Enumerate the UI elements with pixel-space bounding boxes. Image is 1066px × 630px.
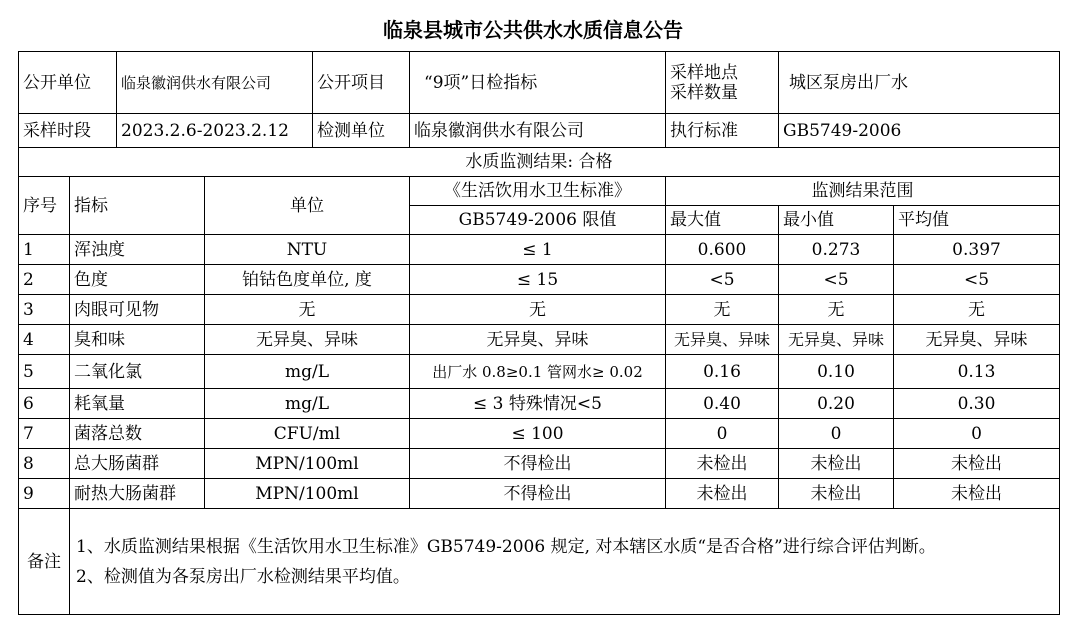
disclose-item-label: 公开项目 bbox=[313, 52, 410, 114]
cell-no: 8 bbox=[19, 449, 70, 479]
period-label: 采样时段 bbox=[19, 114, 117, 148]
period-value: 2023.2.6-2023.2.12 bbox=[117, 114, 313, 148]
cell-max: 0.600 bbox=[666, 235, 779, 265]
cell-no: 9 bbox=[19, 479, 70, 509]
cell-unit: NTU bbox=[205, 235, 410, 265]
col-unit-header: 单位 bbox=[205, 177, 410, 235]
remarks-line-1: 1、水质监测结果根据《生活饮用水卫生标准》GB5749-2006 规定, 对本辖区水质“是否合格”进行综合评估判断。 bbox=[76, 536, 936, 557]
cell-limit: 出厂水 0.8≥0.1 管网水≥ 0.02 bbox=[410, 355, 666, 389]
col-index-header: 指标 bbox=[70, 177, 205, 235]
remarks-line-2: 2、检测值为各泵房出厂水检测结果平均值。 bbox=[76, 566, 410, 587]
test-unit-label: 检测单位 bbox=[313, 114, 410, 148]
cell-index: 耗氧量 bbox=[70, 389, 205, 419]
cell-index: 二氧化氯 bbox=[70, 355, 205, 389]
cell-limit: ≤ 1 bbox=[410, 235, 666, 265]
cell-unit: MPN/100ml bbox=[205, 449, 410, 479]
cell-unit: CFU/ml bbox=[205, 419, 410, 449]
header-row-2 bbox=[19, 114, 1060, 148]
header-row-1 bbox=[19, 52, 1060, 114]
col-avg-header: 平均值 bbox=[894, 206, 1060, 235]
cell-no: 1 bbox=[19, 235, 70, 265]
sample-place-label-2: 采样数量 bbox=[670, 82, 738, 103]
cell-min: 0.10 bbox=[779, 355, 894, 389]
cell-min: 未检出 bbox=[779, 449, 894, 479]
cell-index: 总大肠菌群 bbox=[70, 449, 205, 479]
cell-unit: mg/L bbox=[205, 355, 410, 389]
cell-unit: 无异臭、异味 bbox=[205, 325, 410, 355]
cell-avg: 0 bbox=[894, 419, 1060, 449]
table-row bbox=[19, 265, 1060, 295]
page-title: 临泉县城市公共供水水质信息公告 bbox=[383, 18, 683, 42]
cell-no: 3 bbox=[19, 295, 70, 325]
cell-avg: 未检出 bbox=[894, 449, 1060, 479]
table-row bbox=[19, 235, 1060, 265]
remarks-text bbox=[70, 509, 1060, 615]
cell-no: 4 bbox=[19, 325, 70, 355]
cell-min: 未检出 bbox=[779, 479, 894, 509]
sample-place-label-1: 采样地点 bbox=[670, 62, 738, 83]
cell-index: 色度 bbox=[70, 265, 205, 295]
col-range-header: 监测结果范围 bbox=[666, 177, 1060, 206]
standard-value: GB5749-2006 bbox=[779, 114, 1060, 148]
cell-no: 2 bbox=[19, 265, 70, 295]
cell-limit: ≤ 3 特殊情况<5 bbox=[410, 389, 666, 419]
cell-avg: <5 bbox=[894, 265, 1060, 295]
col-max-header: 最大值 bbox=[666, 206, 779, 235]
cell-avg: 无 bbox=[894, 295, 1060, 325]
cell-limit: 不得检出 bbox=[410, 479, 666, 509]
disclose-item-value: “9项”日检指标 bbox=[410, 52, 666, 114]
cell-unit: MPN/100ml bbox=[205, 479, 410, 509]
remarks-row bbox=[19, 509, 1060, 615]
cell-min: 无 bbox=[779, 295, 894, 325]
sample-place-label bbox=[666, 52, 779, 114]
cell-max: 0 bbox=[666, 419, 779, 449]
cell-limit: 不得检出 bbox=[410, 449, 666, 479]
sample-place-value: 城区泵房出厂水 bbox=[779, 52, 1060, 114]
standard-label: 执行标准 bbox=[666, 114, 779, 148]
result-banner: 水质监测结果: 合格 bbox=[19, 148, 1060, 177]
cell-no: 5 bbox=[19, 355, 70, 389]
cell-min: 0 bbox=[779, 419, 894, 449]
cell-max: <5 bbox=[666, 265, 779, 295]
cell-unit: 铂钴色度单位, 度 bbox=[205, 265, 410, 295]
disclose-unit-label: 公开单位 bbox=[19, 52, 117, 114]
cell-index: 菌落总数 bbox=[70, 419, 205, 449]
cell-max: 无 bbox=[666, 295, 779, 325]
cell-no: 6 bbox=[19, 389, 70, 419]
table-row bbox=[19, 419, 1060, 449]
cell-avg: 0.397 bbox=[894, 235, 1060, 265]
col-limit-header-2: GB5749-2006 限值 bbox=[410, 206, 666, 235]
cell-min: 0.20 bbox=[779, 389, 894, 419]
cell-max: 0.40 bbox=[666, 389, 779, 419]
cell-no: 7 bbox=[19, 419, 70, 449]
col-limit-header-1: 《生活饮用水卫生标准》 bbox=[410, 177, 666, 206]
water-quality-table bbox=[18, 51, 1060, 615]
cell-avg: 0.13 bbox=[894, 355, 1060, 389]
cell-avg: 无异臭、异味 bbox=[894, 325, 1060, 355]
cell-limit: ≤ 100 bbox=[410, 419, 666, 449]
cell-limit: ≤ 15 bbox=[410, 265, 666, 295]
test-unit-value: 临泉徽润供水有限公司 bbox=[410, 114, 666, 148]
result-banner-row bbox=[19, 148, 1060, 177]
table-row bbox=[19, 479, 1060, 509]
cell-min: 无异臭、异味 bbox=[779, 325, 894, 355]
col-no-header: 序号 bbox=[19, 177, 70, 235]
cell-index: 耐热大肠菌群 bbox=[70, 479, 205, 509]
cell-max: 无异臭、异味 bbox=[666, 325, 779, 355]
cell-max: 0.16 bbox=[666, 355, 779, 389]
cell-index: 肉眼可见物 bbox=[70, 295, 205, 325]
table-row bbox=[19, 355, 1060, 389]
cell-unit: 无 bbox=[205, 295, 410, 325]
cell-avg: 未检出 bbox=[894, 479, 1060, 509]
cell-min: <5 bbox=[779, 265, 894, 295]
cell-max: 未检出 bbox=[666, 449, 779, 479]
table-row bbox=[19, 389, 1060, 419]
disclose-unit-value: 临泉徽润供水有限公司 bbox=[117, 52, 313, 114]
col-min-header: 最小值 bbox=[779, 206, 894, 235]
remarks-label: 备注 bbox=[19, 509, 70, 615]
cell-max: 未检出 bbox=[666, 479, 779, 509]
cell-index: 浑浊度 bbox=[70, 235, 205, 265]
table-row bbox=[19, 449, 1060, 479]
table-row bbox=[19, 325, 1060, 355]
cell-limit: 无异臭、异味 bbox=[410, 325, 666, 355]
table-row bbox=[19, 295, 1060, 325]
cell-limit: 无 bbox=[410, 295, 666, 325]
cell-min: 0.273 bbox=[779, 235, 894, 265]
cell-avg: 0.30 bbox=[894, 389, 1060, 419]
cell-index: 臭和味 bbox=[70, 325, 205, 355]
cell-unit: mg/L bbox=[205, 389, 410, 419]
column-header-row-1 bbox=[19, 177, 1060, 206]
